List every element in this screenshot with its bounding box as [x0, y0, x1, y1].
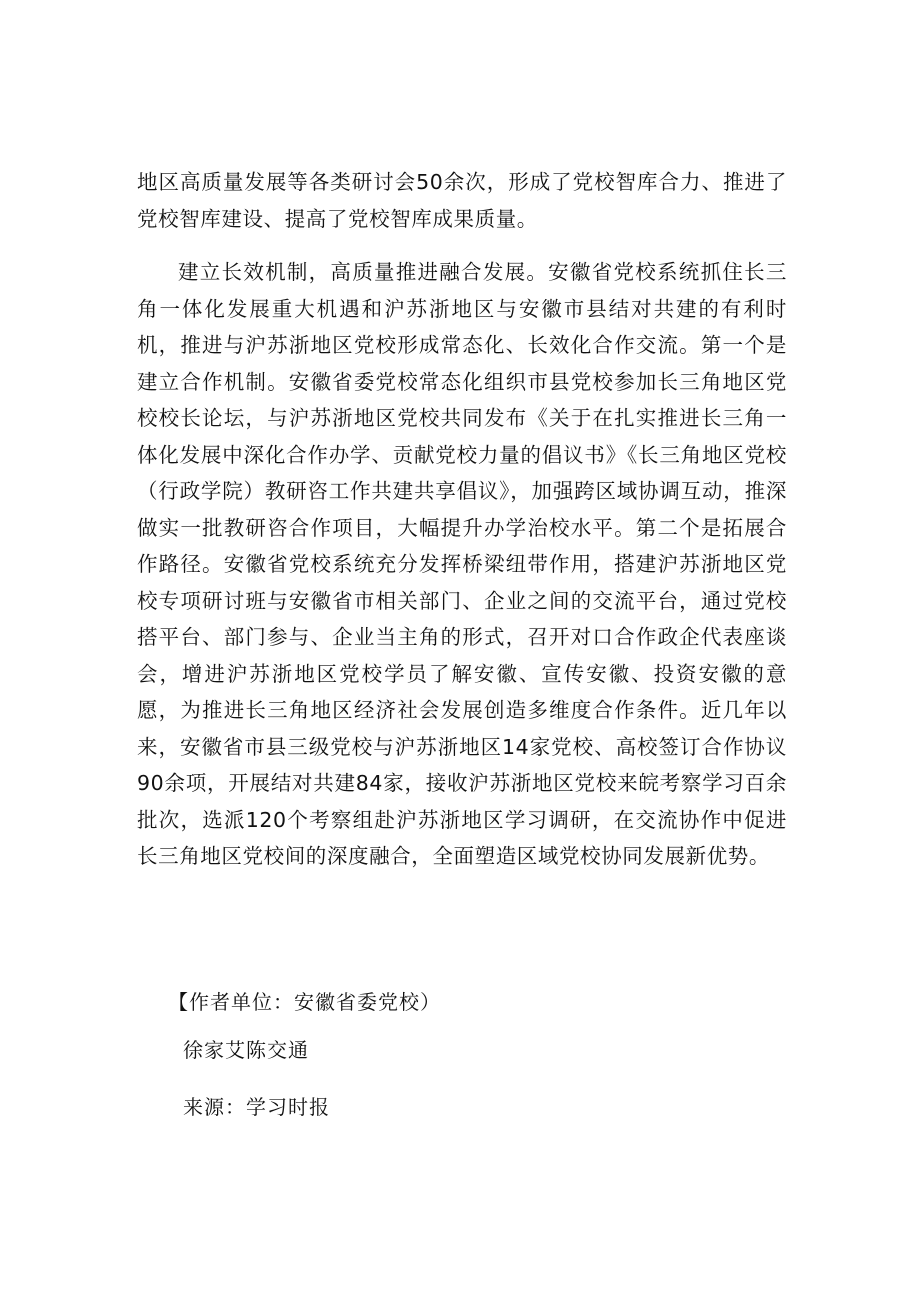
- author-unit: 【作者单位：安徽省委党校）: [168, 990, 441, 1014]
- author-names: 徐家艾陈交通: [183, 1038, 309, 1062]
- source-line: 来源：学习时报: [183, 1095, 330, 1119]
- paragraph-continuation: 地区高质量发展等各类研讨会50余次，形成了党校智库合力、推进了党校智库建设、提高了党校智库成果质量。: [137, 170, 787, 231]
- paragraph-long-term-mechanism: 建立长效机制，高质量推进融合发展。安徽省党校系统抓住长三角一体化发展重大机遇和沪苏浙地区与安徽市县结对共建的有利时机，推进与沪苏浙地区党校形成常态化、长效化合作交流。第一个是建立合作机制。安徽省委党校常态化组织市县党校参加长三角地区党校校长论坛，与沪苏浙地区党校共同发布《关于在扎实推进长三角一体化发展中深化合作办学、贡献党校力量的倡议书》《长三角地区党校（行政学院）教研咨工作共建共享倡议》，加强跨区域协调互动，推深做实一批教研咨合作项目，大幅提升办学治校水平。第二个是拓展合作路径。安徽省党校系统充分发挥桥梁纽带作用，搭建沪苏浙地区党校专项研讨班与安徽省市相关部门、企业之间的交流平台，通过党校搭平台、部门参与、企业当主角的形式，召开对口合作政企代表座谈会，增进沪苏浙地区党校学员了解安徽、宣传安徽、投资安徽的意愿，为推进长三角地区经济社会发展创造多维度合作条件。近几年以来，安徽省市县三级党校与沪苏浙地区14家党校、高校签订合作协议90余项，开展结对共建84家，接收沪苏浙地区党校来皖考察学习百余批次，选派120个考察组赴沪苏浙地区学习调研，在交流协作中促进长三角地区党校间的深度融合，全面塑造区域党校协同发展新优势。: [137, 260, 787, 868]
